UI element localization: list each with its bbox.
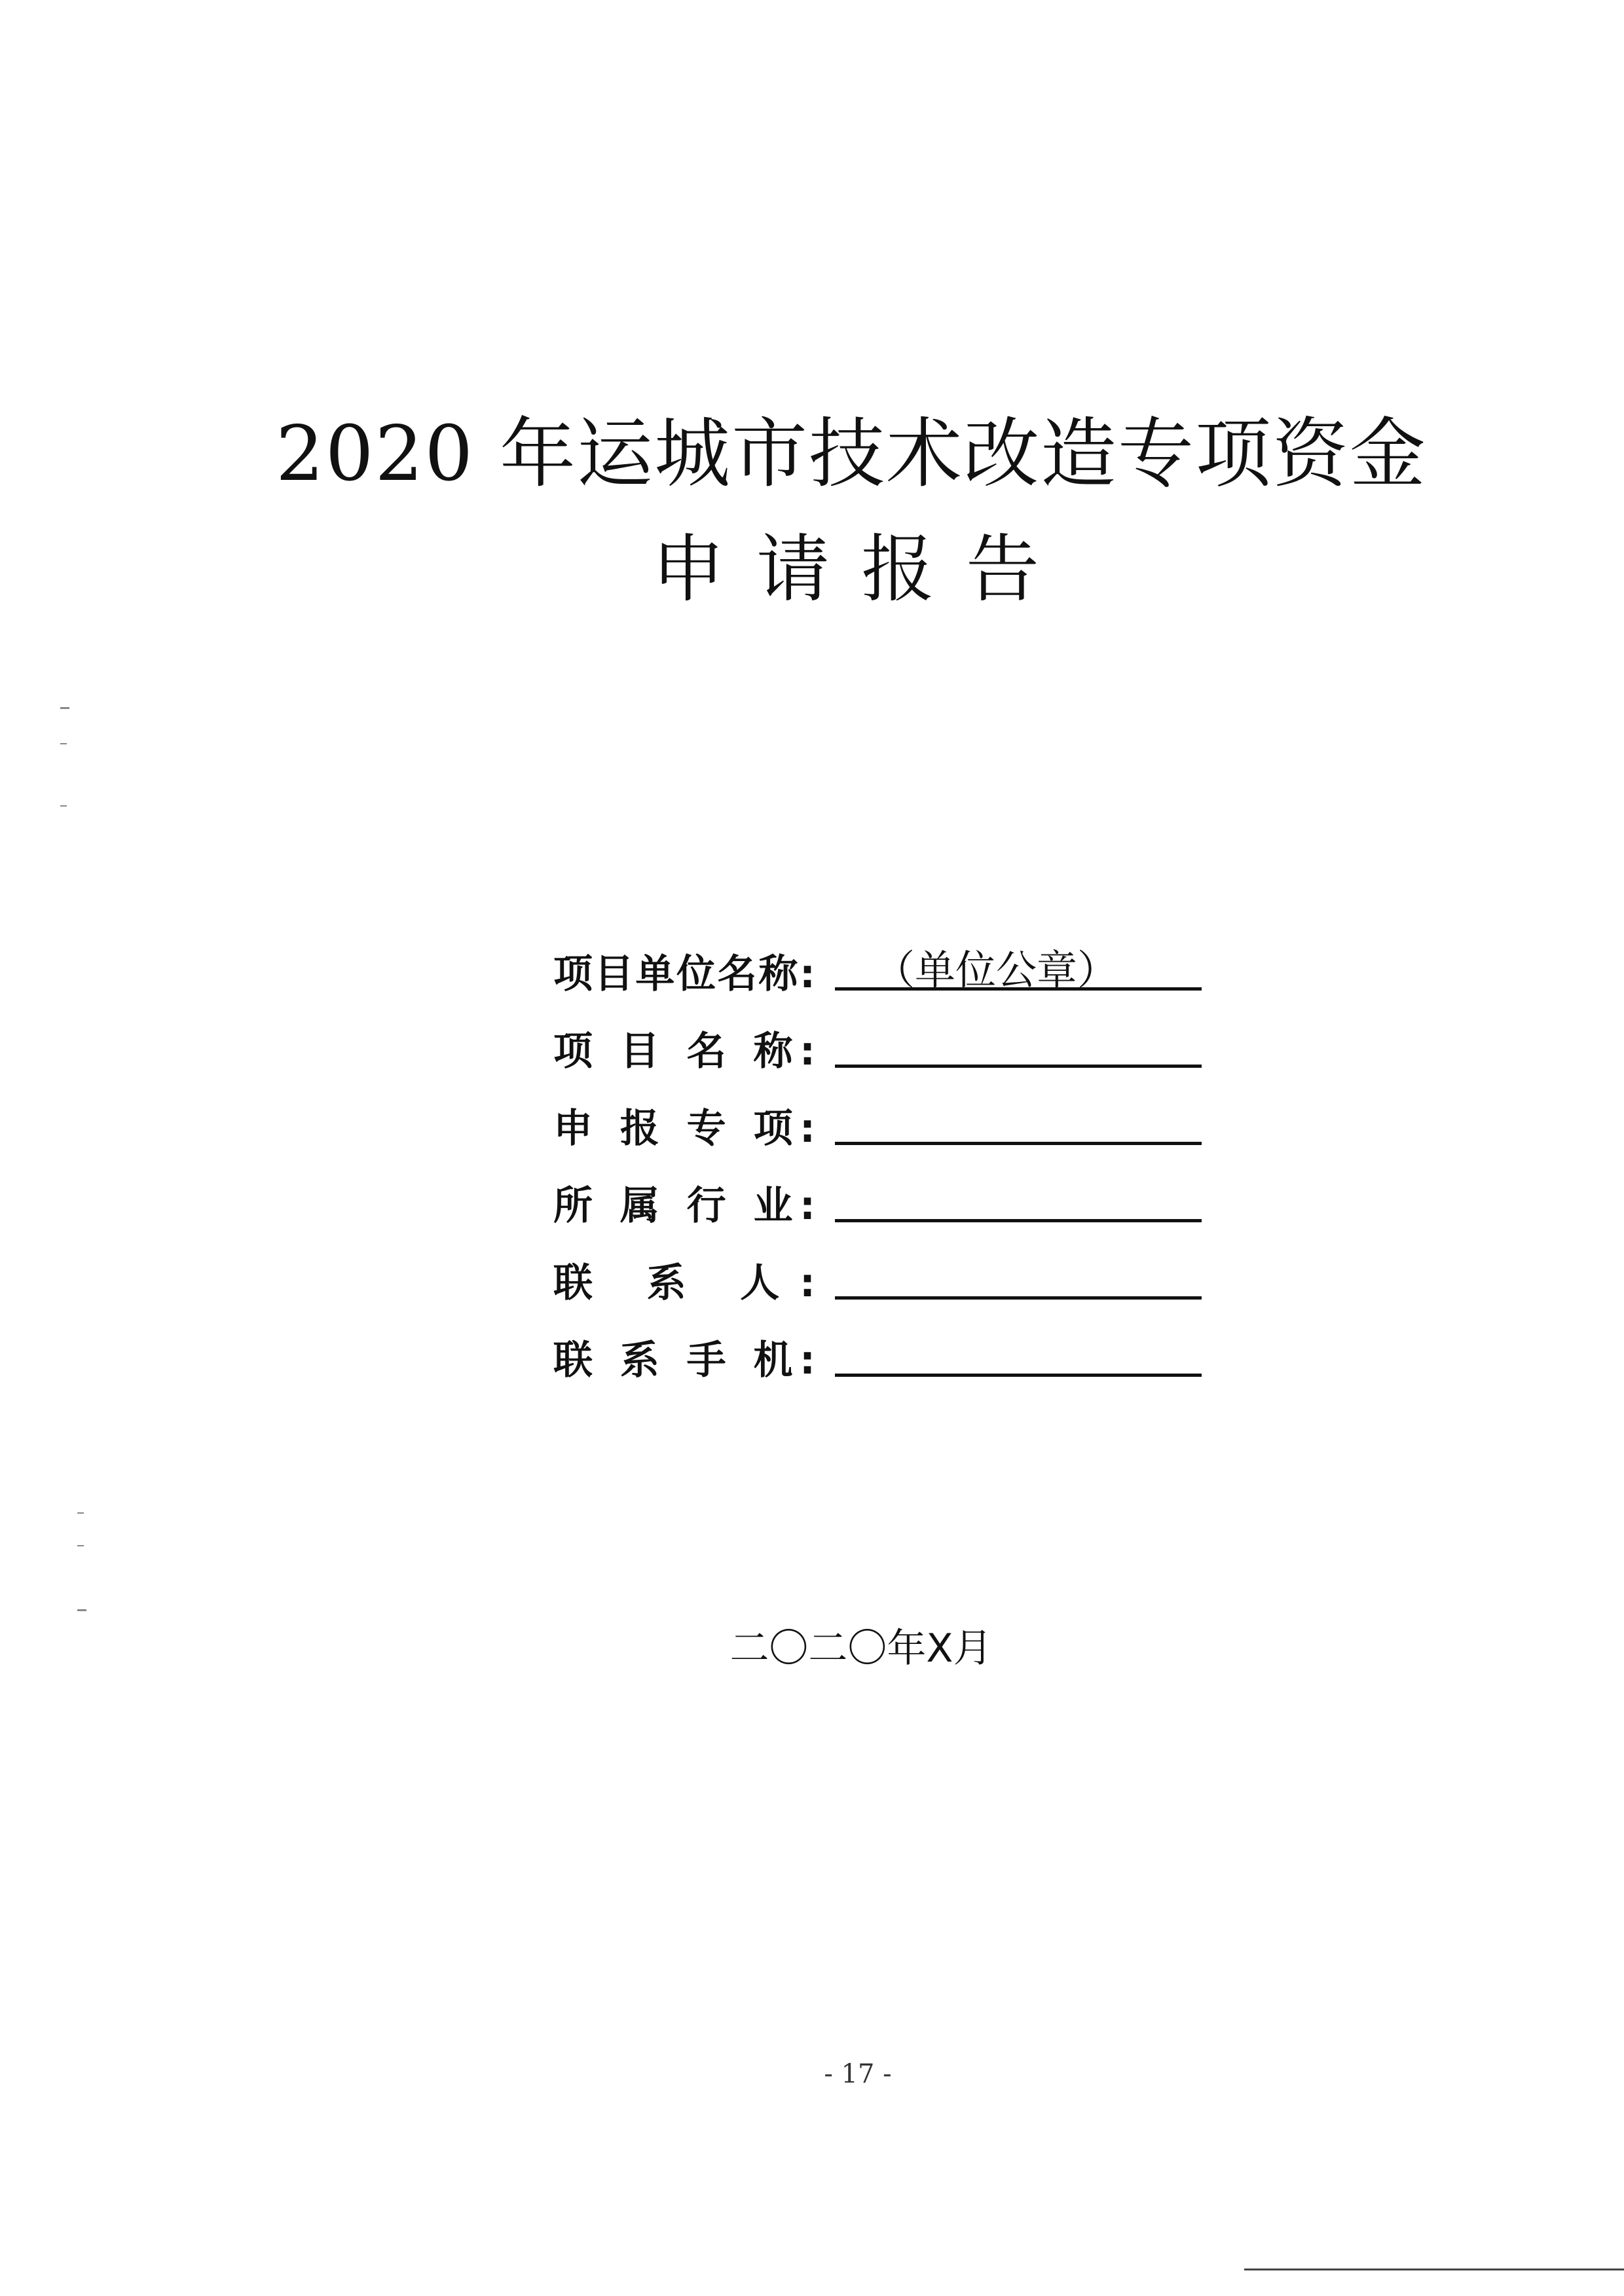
document-title-line-2: 申请报告 (652, 527, 1071, 612)
form-label-industry: 所 属 行 业: (553, 1183, 815, 1229)
form-blank-line (835, 1142, 1202, 1145)
form-row-declared-item (553, 1084, 1241, 1161)
document-date: 二〇二〇年X月 (729, 1626, 993, 1671)
scan-artifact-mark (60, 743, 67, 744)
form-blank-line (835, 1219, 1202, 1222)
scan-artifact-rule (1244, 2269, 1624, 2270)
form-blank-line (835, 1065, 1202, 1068)
form-label-contact-phone: 联 系 手 机: (553, 1338, 815, 1383)
form-label-unit-name: 项目单位名称: (553, 951, 815, 997)
document-title-line-1: 2020 年运城市技术改造专项资金 (275, 410, 1428, 498)
scan-artifact-mark (77, 1545, 84, 1546)
scan-artifact-mark (77, 1512, 84, 1514)
form-value-unit-seal: （单位公章） (874, 946, 1118, 994)
page-number: - 17 - (824, 2059, 892, 2089)
form-blank-line (835, 1296, 1202, 1300)
form-row-project-name (553, 1007, 1241, 1084)
form-row-contact-phone (553, 1316, 1241, 1393)
form-blank-line (835, 987, 1202, 991)
scan-artifact-mark (60, 707, 69, 709)
form-row-industry (553, 1161, 1241, 1239)
application-info-form (553, 930, 1241, 1393)
form-row-unit-name (553, 930, 1241, 1007)
form-blank-line (835, 1374, 1202, 1377)
form-label-declared-item: 申 报 专 项: (553, 1106, 815, 1152)
scan-artifact-mark (77, 1609, 86, 1611)
scan-artifact-mark (60, 805, 67, 807)
form-row-contact-person (553, 1239, 1241, 1316)
form-label-project-name: 项 目 名 称: (553, 1029, 815, 1074)
form-label-contact-person: 联 系 人: (553, 1260, 815, 1306)
